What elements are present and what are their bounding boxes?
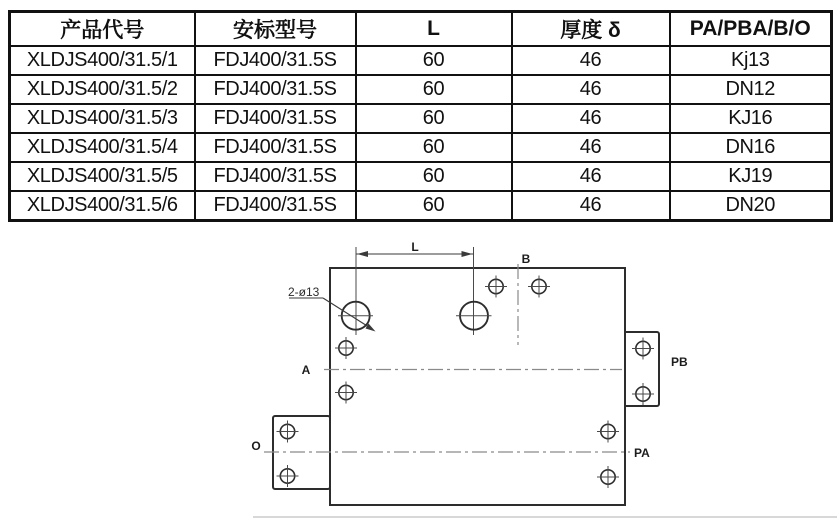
column-header-l: L	[356, 12, 512, 47]
table-cell: 60	[356, 75, 512, 104]
table-cell: 46	[512, 133, 670, 162]
column-header-safety-model: 安标型号	[195, 12, 356, 47]
bottom-scan-line	[253, 516, 837, 518]
table-cell: KJ16	[670, 104, 832, 133]
valve-body-outline	[330, 268, 625, 505]
table-cell: 60	[356, 133, 512, 162]
table-cell: FDJ400/31.5S	[195, 133, 356, 162]
table-cell: FDJ400/31.5S	[195, 46, 356, 75]
port-label-pb: PB	[671, 355, 688, 369]
dim-arrow-left	[357, 251, 368, 257]
right-flange-outline	[623, 332, 659, 406]
table-cell: 60	[356, 162, 512, 191]
table-cell: FDJ400/31.5S	[195, 104, 356, 133]
table-cell: DN12	[670, 75, 832, 104]
table-cell: XLDJS400/31.5/3	[10, 104, 195, 133]
table-cell: 60	[356, 46, 512, 75]
table-cell: XLDJS400/31.5/6	[10, 191, 195, 221]
table-cell: DN20	[670, 191, 832, 221]
table-cell: XLDJS400/31.5/4	[10, 133, 195, 162]
table-cell: DN16	[670, 133, 832, 162]
table-cell: KJ19	[670, 162, 832, 191]
column-header-thickness: 厚度 δ	[512, 12, 670, 47]
hole-callout-label: 2-ø13	[288, 285, 320, 299]
table-cell: 46	[512, 191, 670, 221]
table-cell: 46	[512, 104, 670, 133]
table-cell: 46	[512, 46, 670, 75]
table-cell: XLDJS400/31.5/2	[10, 75, 195, 104]
table-cell: Kj13	[670, 46, 832, 75]
dimension-l-label: L	[411, 240, 419, 254]
table-cell: 46	[512, 75, 670, 104]
table-cell: 46	[512, 162, 670, 191]
table-cell: FDJ400/31.5S	[195, 162, 356, 191]
table-cell: 60	[356, 104, 512, 133]
port-label-pa: PA	[634, 446, 650, 460]
table-cell: XLDJS400/31.5/1	[10, 46, 195, 75]
table-cell: XLDJS400/31.5/5	[10, 162, 195, 191]
port-label-b: B	[521, 252, 531, 266]
column-header-product-code: 产品代号	[10, 12, 195, 47]
port-label-o: O	[251, 439, 261, 453]
column-header-ports: PA/PBA/B/O	[670, 12, 832, 47]
table-cell: FDJ400/31.5S	[195, 75, 356, 104]
table-cell: 60	[356, 191, 512, 221]
dim-arrow-right	[462, 251, 473, 257]
port-label-a: A	[301, 363, 311, 377]
table-cell: FDJ400/31.5S	[195, 191, 356, 221]
